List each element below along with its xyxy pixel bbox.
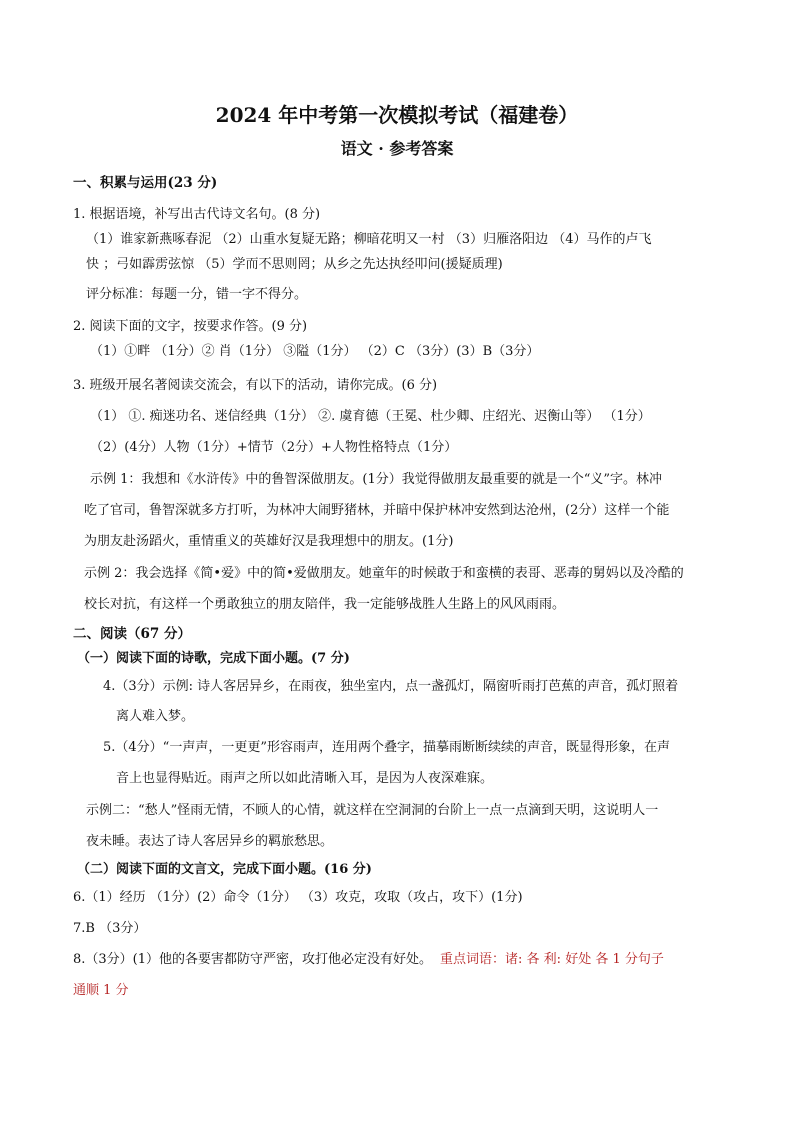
subsection-classical: （二）阅读下面的文言文，完成下面小题。(16 分) [77, 862, 372, 877]
q3-example2-line2: 校长对抗，有这样一个勇敢独立的朋友陪伴，我一定能够战胜人生路上的风风雨雨。 [84, 597, 566, 612]
q4-answer-line2: 离人难入梦。 [116, 709, 195, 724]
exam-title: 2024 年中考第一次模拟考试（福建卷） [215, 103, 579, 127]
section-heading-part1: 一、积累与运用(23 分) [73, 175, 218, 191]
q3-answer-line2: （2）(4分）人物（1分）+情节（2分）+人物性格特点（1分） [90, 440, 458, 455]
q1-stem: 1. 根据语境，补写出古代诗文名句。(8 分) [73, 207, 321, 222]
q5-answer-line1: 5.（4分）“一声声，一更更”形容雨声，连用两个叠字，描摹雨断断续续的声音，既显得形象，在声 [103, 740, 670, 755]
q8-answer-line1 [73, 952, 664, 968]
q3-answer-line1: （1） ①. 痴迷功名、迷信经典（1分） ②. 虞育德（王冕、杜少卿、庄绍光、迟衡山等） （1分） [90, 409, 651, 424]
q4-answer-line1: 4.（3分）示例: 诗人客居异乡，在雨夜，独坐室内，点一盏孤灯，隔窗听雨打芭蕉的声音，孤灯照着 [103, 679, 679, 694]
q2-stem: 2. 阅读下面的文字，按要求作答。(9 分) [73, 319, 308, 334]
section-heading-part2: 二、阅读（67 分） [73, 626, 191, 642]
q1-answer-line1: （1）谁家新燕啄春泥 （2）山重水复疑无路；柳暗花明又一村 （3）归雁洛阳边 （4）马作的卢飞 [86, 232, 652, 247]
q8-answer-text: 8.（3分）(1）他的各要害都防守严密，攻打他必定没有好处。 [73, 952, 433, 967]
q3-example2-line1: 示例 2：我会选择《简•爱》中的简•爱做朋友。她童年的时候敢于和蛮横的表哥、恶毒的舅妈以及冷酷的 [84, 566, 684, 581]
q8-scoring-note-cont: 通顺 1 分 [73, 983, 129, 998]
q5-answer-line2: 音上也显得贴近。雨声之所以如此清晰入耳，是因为人夜深难寐。 [116, 771, 494, 786]
q3-stem: 3. 班级开展名著阅读交流会，有以下的活动，请你完成。(6 分) [73, 378, 438, 393]
subsection-poetry: （一）阅读下面的诗歌，完成下面小题。(7 分) [77, 651, 350, 666]
q5-example2-line1: 示例二：“愁人”怪雨无情，不顾人的心情，就这样在空洞洞的台阶上一点一点滴到天明，这说明人一 [86, 803, 659, 818]
exam-subtitle: 语文 · 参考答案 [340, 139, 454, 158]
q7-answer: 7.B （3分） [73, 921, 147, 936]
q6-answer: 6.（1）经历 （1分）(2）命令（1分） （3）攻克，攻取（攻占，攻下）(1分) [73, 890, 523, 905]
q3-example1-line2: 吃了官司，鲁智深就多方打听，为林冲大闹野猪林，并暗中保护林冲安然到达沧州，(2分）这样一个能 [84, 503, 670, 518]
q1-scoring: 评分标准：每题一分，错一字不得分。 [86, 287, 308, 302]
q5-example2-line2: 夜未睡。表达了诗人客居异乡的羁旅愁思。 [86, 834, 334, 849]
q3-example1-line1: 示例 1：我想和《水浒传》中的鲁智深做朋友。(1分）我觉得做朋友最重要的就是一个“义”字。林冲 [90, 472, 663, 487]
q3-example1-line3: 为朋友赴汤蹈火，重情重义的英雄好汉是我理想中的朋友。(1分) [84, 534, 454, 549]
q2-answer: （1）①畔 （1分）② 肖（1分） ③隘（1分） （2）C （3分）(3）B（3分） [90, 344, 540, 359]
q1-answer-line2: 快 ；弓如霹雳弦惊 （5）学而不思则罔；从乡之先达执经叩问(援疑质理) [86, 257, 503, 272]
q8-scoring-note: 重点词语：诸: 各 利: 好处 各 1 分句子 [440, 952, 664, 967]
